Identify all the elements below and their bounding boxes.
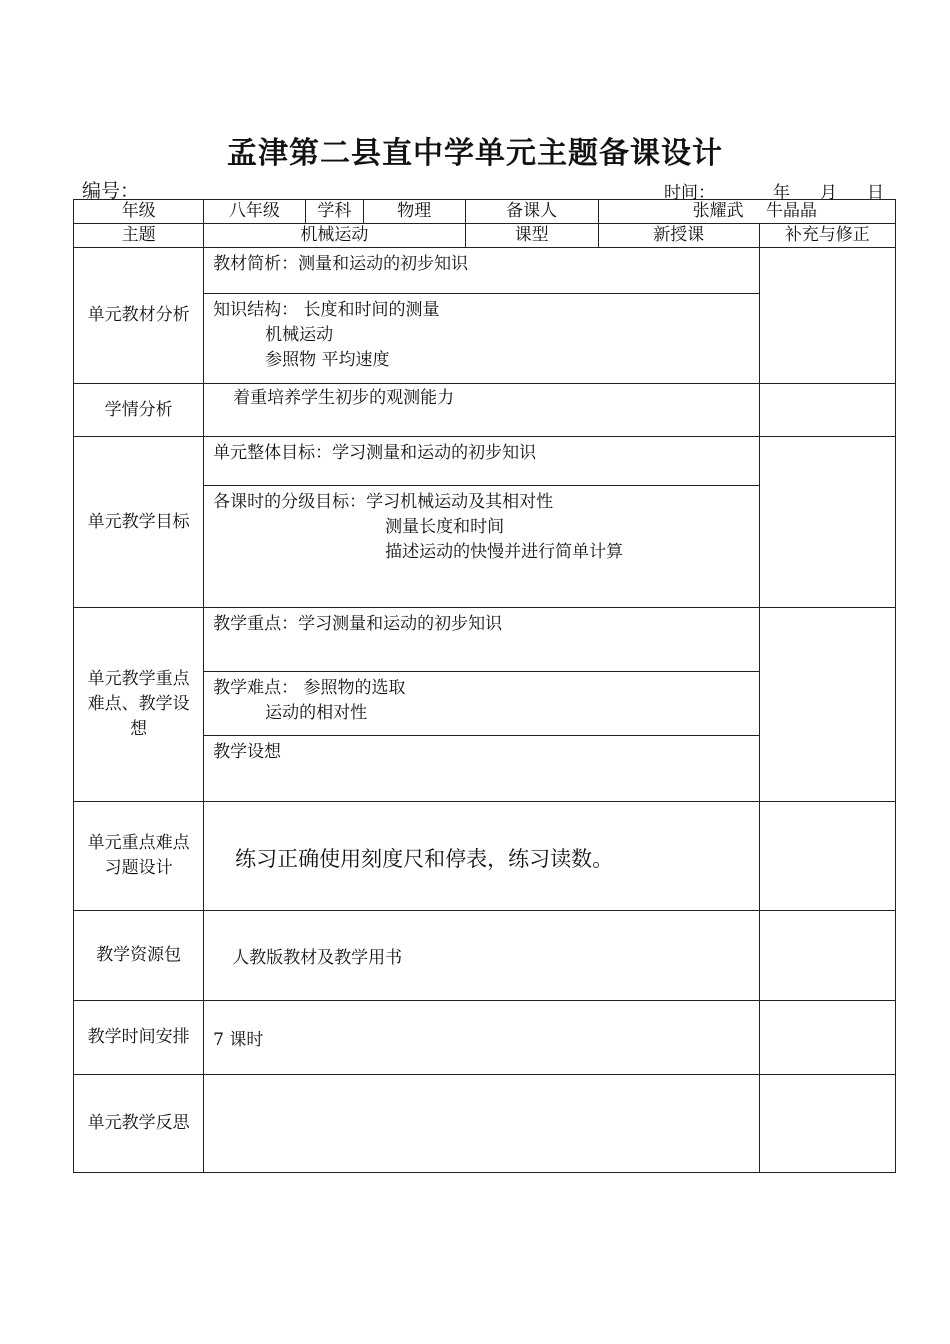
resources-supplement <box>759 911 895 1001</box>
goals-levels <box>204 486 758 607</box>
subject-label: 学科 <box>305 200 363 224</box>
material-intro: 教材简析：测量和运动的初步知识 <box>204 248 758 294</box>
time-label: 时间： <box>664 183 715 203</box>
structure-line-3: 参照物 平均速度 <box>265 350 390 370</box>
goals-supplement <box>759 437 895 608</box>
material-structure <box>204 294 758 383</box>
preparer-label: 备课人 <box>465 200 598 224</box>
header-row-1 <box>74 200 896 224</box>
number-label: 编号： <box>82 180 140 202</box>
learning-content <box>204 384 759 437</box>
exercise-label: 单元重点难点习题设计 <box>74 802 204 911</box>
keypoints-idea: 教学设想 <box>213 742 282 762</box>
goals-row <box>74 437 896 608</box>
levels-line-3: 描述运动的快慢并进行简单计算 <box>385 542 624 562</box>
keypoints-difficulty <box>204 672 758 736</box>
theme-value: 机械运动 <box>204 224 465 248</box>
material-content <box>204 248 759 384</box>
grade-label: 年级 <box>74 200 204 224</box>
reflection-supplement <box>759 1075 895 1173</box>
month-label: 月 <box>820 183 837 203</box>
learning-row <box>74 384 896 437</box>
levels-line-2: 测量长度和时间 <box>385 517 505 537</box>
exercise-text: 练习正确使用刻度尺和停表，练习读数。 <box>204 802 759 911</box>
goals-label: 单元教学目标 <box>74 437 204 608</box>
theme-label: 主题 <box>74 224 204 248</box>
lesson-type-value: 新授课 <box>598 224 759 248</box>
structure-line-1: 知识结构： 长度和时间的测量 <box>213 300 440 320</box>
learning-label: 学情分析 <box>74 384 204 437</box>
keypoints-content <box>204 608 759 802</box>
difficulty-line-2: 运动的相对性 <box>265 703 368 723</box>
keypoints-supplement <box>759 608 895 802</box>
keypoints-focus: 教学重点：学习测量和运动的初步知识 <box>204 608 758 672</box>
schedule-label: 教学时间安排 <box>74 1001 204 1075</box>
learning-supplement <box>759 384 895 437</box>
supplement-label: 补充与修正 <box>759 224 895 248</box>
levels-line-1: 各课时的分级目标：学习机械运动及其相对性 <box>213 492 554 512</box>
schedule-text: 7 课时 <box>204 1001 759 1075</box>
resources-row <box>74 911 896 1001</box>
reflection-row <box>74 1075 896 1173</box>
material-supplement <box>759 248 895 384</box>
learning-text: 着重培养学生初步的观测能力 <box>233 388 455 408</box>
lesson-plan-table <box>73 199 896 1173</box>
year-label: 年 <box>773 183 790 203</box>
subject-value: 物理 <box>364 200 465 224</box>
resources-text: 人教版教材及教学用书 <box>204 911 759 1001</box>
keypoints-label: 单元教学重点难点、教学设想 <box>74 608 204 802</box>
grade-value: 八年级 <box>204 200 305 224</box>
header-row-2 <box>74 224 896 248</box>
structure-line-2: 机械运动 <box>265 325 334 345</box>
lesson-type-label: 课型 <box>465 224 598 248</box>
goals-overall: 单元整体目标：学习测量和运动的初步知识 <box>204 437 758 486</box>
material-row <box>74 248 896 384</box>
day-label: 日 <box>867 183 884 203</box>
preparer-value: 张耀武 牛晶晶 <box>598 200 895 224</box>
reflection-label: 单元教学反思 <box>74 1075 204 1173</box>
reflection-text <box>204 1075 759 1173</box>
schedule-row <box>74 1001 896 1075</box>
page-title: 孟津第二县直中学单元主题备课设计 <box>227 136 723 171</box>
goals-content <box>204 437 759 608</box>
schedule-supplement <box>759 1001 895 1075</box>
keypoints-row <box>74 608 896 802</box>
difficulty-line-1: 教学难点： 参照物的选取 <box>213 678 406 698</box>
exercise-row <box>74 802 896 911</box>
exercise-supplement <box>759 802 895 911</box>
material-label: 单元教材分析 <box>74 248 204 384</box>
resources-label: 教学资源包 <box>74 911 204 1001</box>
